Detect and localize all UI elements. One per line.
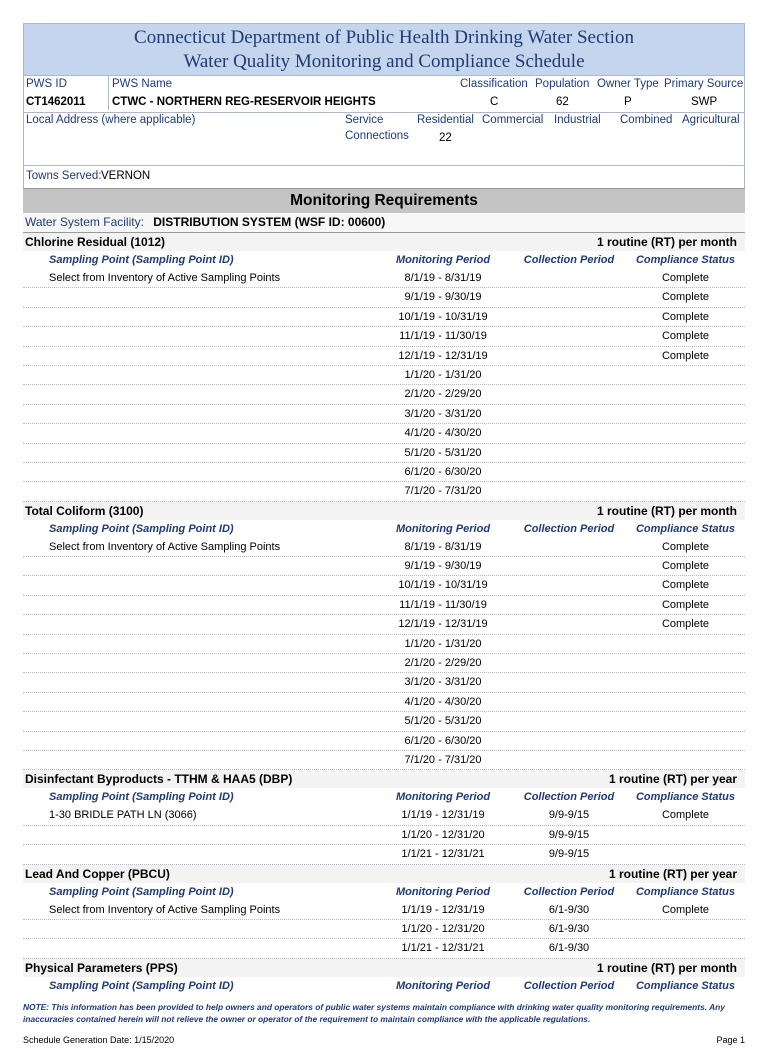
monitoring-period: 10/1/19 - 10/31/19	[398, 579, 488, 592]
compliance-status-header: Compliance Status	[635, 522, 736, 535]
column-headers	[23, 520, 745, 538]
contaminant-header	[23, 770, 745, 788]
pws-id-label: PWS ID	[26, 78, 67, 90]
contaminant-name: Disinfectant Byproducts - TTHM & HAA5 (DBP)	[25, 772, 293, 787]
monitoring-block	[23, 502, 745, 771]
pws-name: CTWC - NORTHERN REG-RESERVOIR HEIGHTS	[112, 96, 376, 108]
monitoring-period: 2/1/20 - 2/29/20	[404, 657, 482, 670]
collection-period-header: Collection Period	[523, 522, 615, 535]
sampling-point-header: Sampling Point (Sampling Point ID)	[49, 254, 234, 266]
table-row	[23, 308, 745, 327]
collection-period-header: Collection Period	[523, 885, 615, 898]
table-row	[23, 482, 745, 501]
industrial-label: Industrial	[554, 114, 601, 126]
compliance-status: Complete	[661, 903, 710, 916]
monitoring-period: 1/1/19 - 12/31/19	[401, 809, 485, 822]
monitoring-frequency: 1 routine (RT) per month	[597, 503, 737, 518]
monitoring-period: 12/1/19 - 12/31/19	[398, 349, 488, 362]
section-title: Monitoring Requirements	[23, 188, 745, 213]
classification-label: Classification	[460, 78, 528, 90]
monitoring-period: 11/1/19 - 11/30/19	[399, 598, 487, 611]
agricultural-label: Agricultural	[682, 114, 740, 126]
table-row	[23, 347, 745, 366]
table-row	[23, 288, 745, 307]
compliance-status: Complete	[661, 330, 710, 343]
table-row	[23, 444, 745, 463]
table-row	[23, 463, 745, 482]
population: 62	[556, 96, 569, 108]
collection-period-header: Collection Period	[523, 979, 615, 992]
monitoring-frequency: 1 routine (RT) per year	[608, 866, 737, 881]
pws-id: CT1462011	[26, 96, 86, 108]
monitoring-period: 6/1/20 - 6/30/20	[404, 734, 482, 747]
monitoring-period: 2/1/20 - 2/29/20	[404, 388, 482, 401]
table-row	[23, 920, 745, 939]
monitoring-block	[23, 865, 745, 959]
monitoring-period-header: Monitoring Period	[395, 885, 491, 898]
monitoring-period: 1/1/20 - 12/31/20	[401, 922, 485, 935]
contaminant-name: Physical Parameters (PPS)	[25, 960, 178, 975]
table-row	[23, 654, 745, 673]
sampling-point: Select from Inventory of Active Sampling Points	[49, 903, 281, 916]
collection-period: 9/9-9/15	[548, 809, 590, 822]
contaminant-name: Total Coliform (3100)	[25, 503, 144, 518]
table-row	[23, 269, 745, 288]
table-row	[23, 576, 745, 595]
compliance-status-header: Compliance Status	[635, 254, 736, 266]
contaminant-name: Lead And Copper (PBCU)	[25, 866, 170, 881]
monitoring-period: 6/1/20 - 6/30/20	[404, 465, 482, 478]
compliance-status-header: Compliance Status	[635, 979, 736, 992]
owner-type-label: Owner Type	[597, 78, 659, 90]
title-banner	[23, 23, 745, 76]
contaminant-name: Chlorine Residual (1012)	[25, 235, 166, 249]
residential-count: 22	[439, 132, 452, 144]
compliance-status: Complete	[661, 291, 710, 304]
monitoring-frequency: 1 routine (RT) per month	[597, 960, 737, 975]
monitoring-period: 5/1/20 - 5/31/20	[404, 446, 482, 459]
compliance-status: Complete	[661, 579, 710, 592]
monitoring-period: 9/1/19 - 9/30/19	[404, 291, 482, 304]
compliance-status: Complete	[661, 349, 710, 362]
compliance-status: Complete	[661, 540, 710, 553]
contaminant-header	[23, 959, 745, 977]
collection-period: 6/1-9/30	[548, 903, 590, 916]
monitoring-period: 7/1/20 - 7/31/20	[404, 485, 482, 498]
primary-source: SWP	[691, 96, 718, 108]
classification: C	[490, 96, 499, 108]
facility-value: DISTRIBUTION SYSTEM (WSF ID: 00600)	[153, 215, 386, 229]
monitoring-period: 11/1/19 - 11/30/19	[399, 330, 487, 343]
monitoring-period-header: Monitoring Period	[395, 522, 491, 535]
monitoring-period: 12/1/19 - 12/31/19	[398, 618, 488, 631]
column-headers	[23, 788, 745, 806]
monitoring-frequency: 1 routine (RT) per year	[608, 772, 737, 787]
column-headers	[23, 251, 745, 269]
table-row	[23, 712, 745, 731]
primary-source-label: Primary Source	[664, 78, 744, 90]
footer	[23, 1035, 745, 1049]
monitoring-period: 9/1/19 - 9/30/19	[404, 560, 482, 573]
table-row	[23, 557, 745, 576]
title-line-1: Connecticut Department of Public Health Drinking Water Section	[134, 27, 634, 48]
table-row	[23, 327, 745, 346]
monitoring-period: 8/1/19 - 8/31/19	[404, 272, 482, 284]
monitoring-period: 1/1/20 - 1/31/20	[404, 637, 482, 650]
monitoring-period: 1/1/20 - 1/31/20	[404, 368, 482, 381]
monitoring-period: 8/1/19 - 8/31/19	[404, 540, 482, 553]
compliance-status: Complete	[661, 618, 710, 631]
facility-label: Water System Facility:	[25, 215, 144, 229]
facility-row	[23, 213, 745, 233]
monitoring-period: 7/1/20 - 7/31/20	[404, 753, 482, 766]
table-row	[23, 673, 745, 692]
compliance-status: Complete	[661, 598, 710, 611]
compliance-status: Complete	[661, 310, 710, 323]
table-row	[23, 538, 745, 557]
sampling-point-header: Sampling Point (Sampling Point ID)	[49, 791, 234, 804]
monitoring-block	[23, 959, 745, 995]
title-line-2: Water Quality Monitoring and Compliance Schedule	[183, 51, 585, 72]
compliance-status: Complete	[661, 272, 710, 284]
table-row	[23, 424, 745, 443]
monitoring-period-header: Monitoring Period	[395, 254, 491, 266]
monitoring-period: 5/1/20 - 5/31/20	[404, 715, 482, 728]
table-row	[23, 732, 745, 751]
monitoring-block	[23, 770, 745, 864]
table-row	[23, 826, 745, 845]
owner-type: P	[624, 96, 632, 108]
monitoring-period: 4/1/20 - 4/30/20	[404, 695, 482, 708]
sampling-point: Select from Inventory of Active Sampling Points	[49, 540, 281, 553]
monitoring-period: 1/1/21 - 12/31/21	[401, 848, 485, 861]
table-row	[23, 751, 745, 770]
pws-name-label: PWS Name	[112, 78, 173, 90]
collection-period-header: Collection Period	[523, 791, 615, 804]
monitoring-period: 3/1/20 - 3/31/20	[404, 407, 482, 420]
table-row	[23, 596, 745, 615]
monitoring-list	[23, 233, 745, 995]
collection-period: 9/9-9/15	[548, 828, 590, 841]
table-row	[23, 635, 745, 654]
connections-label: Connections	[345, 130, 409, 142]
sampling-point: 1-30 BRIDLE PATH LN (3066)	[49, 809, 197, 822]
contaminant-header	[23, 233, 745, 251]
residential-label: Residential	[417, 114, 474, 126]
service-label: Service	[345, 114, 384, 126]
table-row	[23, 806, 745, 825]
monitoring-period: 10/1/19 - 10/31/19	[398, 310, 488, 323]
monitoring-frequency: 1 routine (RT) per month	[597, 235, 737, 249]
collection-period: 9/9-9/15	[548, 848, 590, 861]
local-address-label: Local Address (where applicable)	[26, 114, 196, 126]
collection-period: 6/1-9/30	[548, 922, 590, 935]
table-row	[23, 845, 745, 864]
disclaimer-note: NOTE: This information has been provided to help owners and operators of public water systems maintain compliance with drinking water quality monitoring requirements. Any inaccuracies contained herein will not relieve the owner or operator of the requirement to maintain compliance with the applicable regulations.	[23, 1001, 725, 1024]
table-row	[23, 405, 745, 424]
combined-label: Combined	[620, 114, 673, 126]
monitoring-period-header: Monitoring Period	[395, 791, 491, 804]
schedule-page	[23, 23, 745, 1049]
table-row	[23, 901, 745, 920]
monitoring-period: 1/1/19 - 12/31/19	[401, 903, 485, 916]
commercial-label: Commercial	[482, 114, 544, 126]
compliance-status: Complete	[661, 809, 710, 822]
monitoring-period: 3/1/20 - 3/31/20	[404, 676, 482, 689]
monitoring-block	[23, 233, 745, 502]
contaminant-header	[23, 502, 745, 520]
column-headers	[23, 977, 745, 995]
collection-period-header: Collection Period	[523, 254, 615, 266]
contaminant-header	[23, 865, 745, 883]
compliance-status-header: Compliance Status	[635, 791, 736, 804]
sampling-point: Select from Inventory of Active Sampling Points	[49, 272, 281, 284]
population-label: Population	[535, 78, 590, 90]
towns-label: Towns Served:	[26, 170, 102, 182]
monitoring-period-header: Monitoring Period	[395, 979, 491, 992]
sampling-point-header: Sampling Point (Sampling Point ID)	[49, 522, 234, 535]
table-row	[23, 615, 745, 634]
compliance-status: Complete	[661, 560, 710, 573]
monitoring-period: 4/1/20 - 4/30/20	[404, 427, 482, 440]
monitoring-period: 1/1/21 - 12/31/21	[401, 942, 485, 955]
table-row	[23, 693, 745, 712]
sampling-point-header: Sampling Point (Sampling Point ID)	[49, 885, 234, 898]
system-info	[23, 76, 745, 188]
collection-period: 6/1-9/30	[548, 942, 590, 955]
column-headers	[23, 883, 745, 901]
page-number: Page 1	[716, 1034, 745, 1045]
sampling-point-header: Sampling Point (Sampling Point ID)	[49, 979, 234, 992]
monitoring-period: 1/1/20 - 12/31/20	[401, 828, 485, 841]
table-row	[23, 385, 745, 404]
towns-served: VERNON	[101, 170, 151, 182]
generation-date: Schedule Generation Date: 1/15/2020	[23, 1034, 175, 1045]
table-row	[23, 939, 745, 958]
table-row	[23, 366, 745, 385]
compliance-status-header: Compliance Status	[635, 885, 736, 898]
